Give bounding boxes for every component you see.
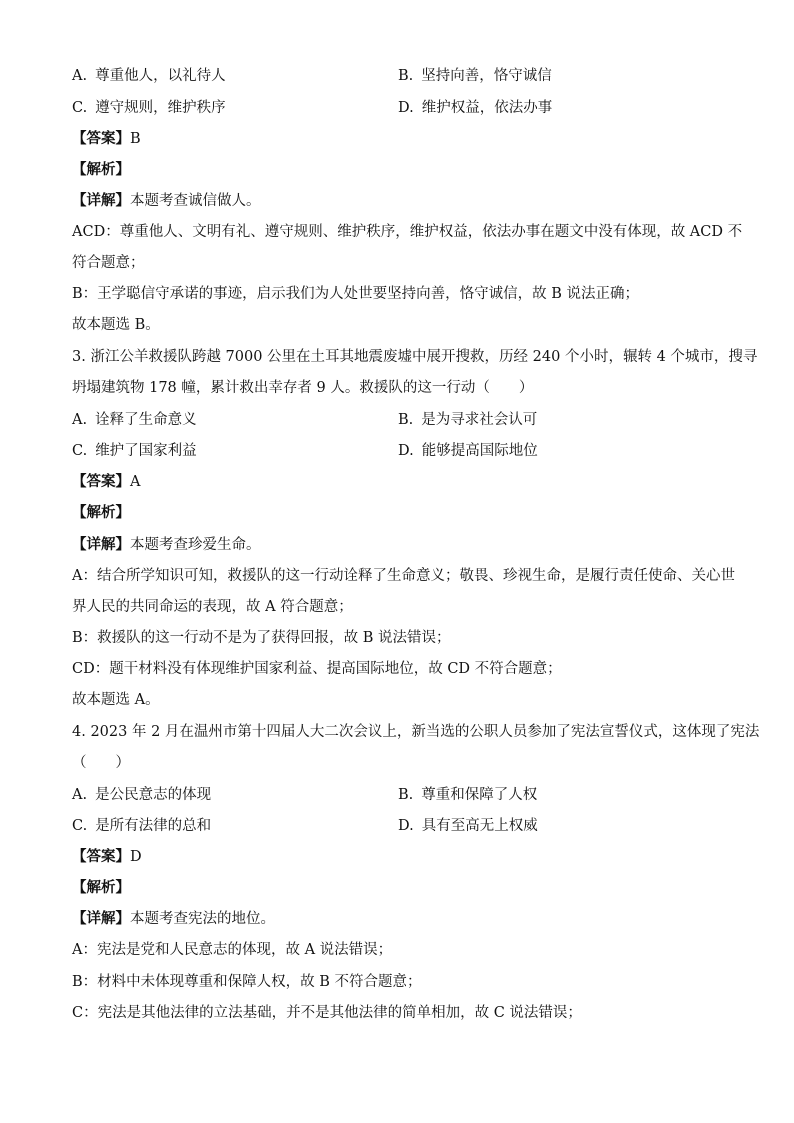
q4-line-3: C：宪法是其他法律的立法基础，并不是其他法律的简单相加，故 C 说法错误； [72,1005,582,1021]
q4-stem-line-2: （ ） [72,755,130,771]
option-text: 维护权益，依法办事 [421,100,553,116]
q2-option-c [72,98,226,118]
q3-line-5: 故本题选 A。 [72,692,160,708]
q4-detail [72,909,275,929]
option-text: 遵守规则，维护秩序 [95,100,226,116]
q3-analysis [72,503,130,523]
q3-stem-line-2: 坍塌建筑物 178 幢，累计救出幸存者 9 人。救援队的这一行动（ ） [72,380,534,396]
q2-line-1: ACD：尊重他人、文明有礼、遵守规则、维护秩序，维护权益，依法办事在题文中没有体现，故 ACD 不 [72,224,743,240]
q2-line-4: 故本题选 B。 [72,317,160,333]
detail-label: 【详解】 [72,911,130,927]
q3-option-a [72,410,197,430]
q3-option-c [72,441,197,461]
option-letter: A. [72,68,88,84]
option-text: 诠释了生命意义 [95,412,197,428]
option-letter: A. [72,787,88,803]
q2-option-d [398,98,552,118]
q3-option-b [398,410,537,430]
q3-line-2: 界人民的共同命运的表现，故 A 符合题意； [72,599,353,615]
q2-analysis [72,160,130,180]
option-letter: D. [398,100,414,116]
option-text: 是为寻求社会认可 [421,412,538,428]
option-letter: B. [398,787,414,803]
analysis-label: 【解析】 [72,162,130,178]
q2-option-b [398,66,552,86]
q3-option-d [398,441,538,461]
detail-label: 【详解】 [72,537,130,553]
option-letter: D. [398,818,414,834]
q3-line-3: B：救援队的这一行动不是为了获得回报，故 B 说法错误； [72,630,451,646]
q3-stem-line-1: 3. 浙江公羊救援队跨越 7000 公里在土耳其地震废墟中展开搜救，历经 240 个小时，辗转 4 个城市，搜寻 [72,349,758,365]
q4-line-2: B：材料中未体现尊重和保障人权，故 B 不符合题意； [72,974,422,990]
q4-line-1: A：宪法是党和人民意志的体现，故 A 说法错误； [72,942,393,958]
option-letter: B. [398,68,414,84]
option-text: 具有至高无上权威 [421,818,538,834]
option-letter: C. [72,818,88,834]
option-text: 尊重他人，以礼待人 [95,68,226,84]
q4-option-a [72,785,211,805]
q4-stem-line-1: 4. 2023 年 2 月在温州市第十四届人大二次会议上，新当选的公职人员参加了宪法宣誓仪式，这体现了宪法 [72,724,760,740]
detail-text: 本题考查诚信做人。 [130,193,261,209]
analysis-label: 【解析】 [72,880,130,896]
option-text: 能够提高国际地位 [421,443,538,459]
q2-line-3: B：王学聪信守承诺的事迹，启示我们为人处世要坚持向善，恪守诚信，故 B 说法正确； [72,286,640,302]
answer-value: B [130,131,141,147]
option-letter: C. [72,100,88,116]
answer-value: A [130,474,141,490]
q2-answer [72,129,141,149]
detail-label: 【详解】 [72,193,130,209]
q2-line-2: 符合题意； [72,255,145,271]
answer-value: D [130,849,142,865]
q3-detail [72,535,261,555]
q3-line-4: CD：题干材料没有体现维护国家利益、提高国际地位，故 CD 不符合题意； [72,661,562,677]
option-letter: A. [72,412,88,428]
detail-text: 本题考查宪法的地位。 [130,911,275,927]
q4-option-c [72,816,211,836]
option-text: 是所有法律的总和 [95,818,212,834]
option-text: 是公民意志的体现 [95,787,212,803]
option-text: 维护了国家利益 [95,443,197,459]
q4-option-d [398,816,538,836]
option-text: 坚持向善，恪守诚信 [421,68,552,84]
answer-label: 【答案】 [72,474,130,490]
option-text: 尊重和保障了人权 [421,787,538,803]
option-letter: D. [398,443,414,459]
q4-option-b [398,785,537,805]
q2-option-a [72,66,226,86]
option-letter: C. [72,443,88,459]
option-letter: B. [398,412,414,428]
q3-line-1: A：结合所学知识可知，救援队的这一行动诠释了生命意义；敬畏、珍视生命，是履行责任使命、关心世 [72,568,735,584]
q4-answer [72,847,142,867]
answer-label: 【答案】 [72,131,130,147]
q4-analysis [72,878,130,898]
answer-label: 【答案】 [72,849,130,865]
detail-text: 本题考查珍爱生命。 [130,537,261,553]
q2-detail [72,191,261,211]
q3-answer [72,472,140,492]
analysis-label: 【解析】 [72,505,130,521]
